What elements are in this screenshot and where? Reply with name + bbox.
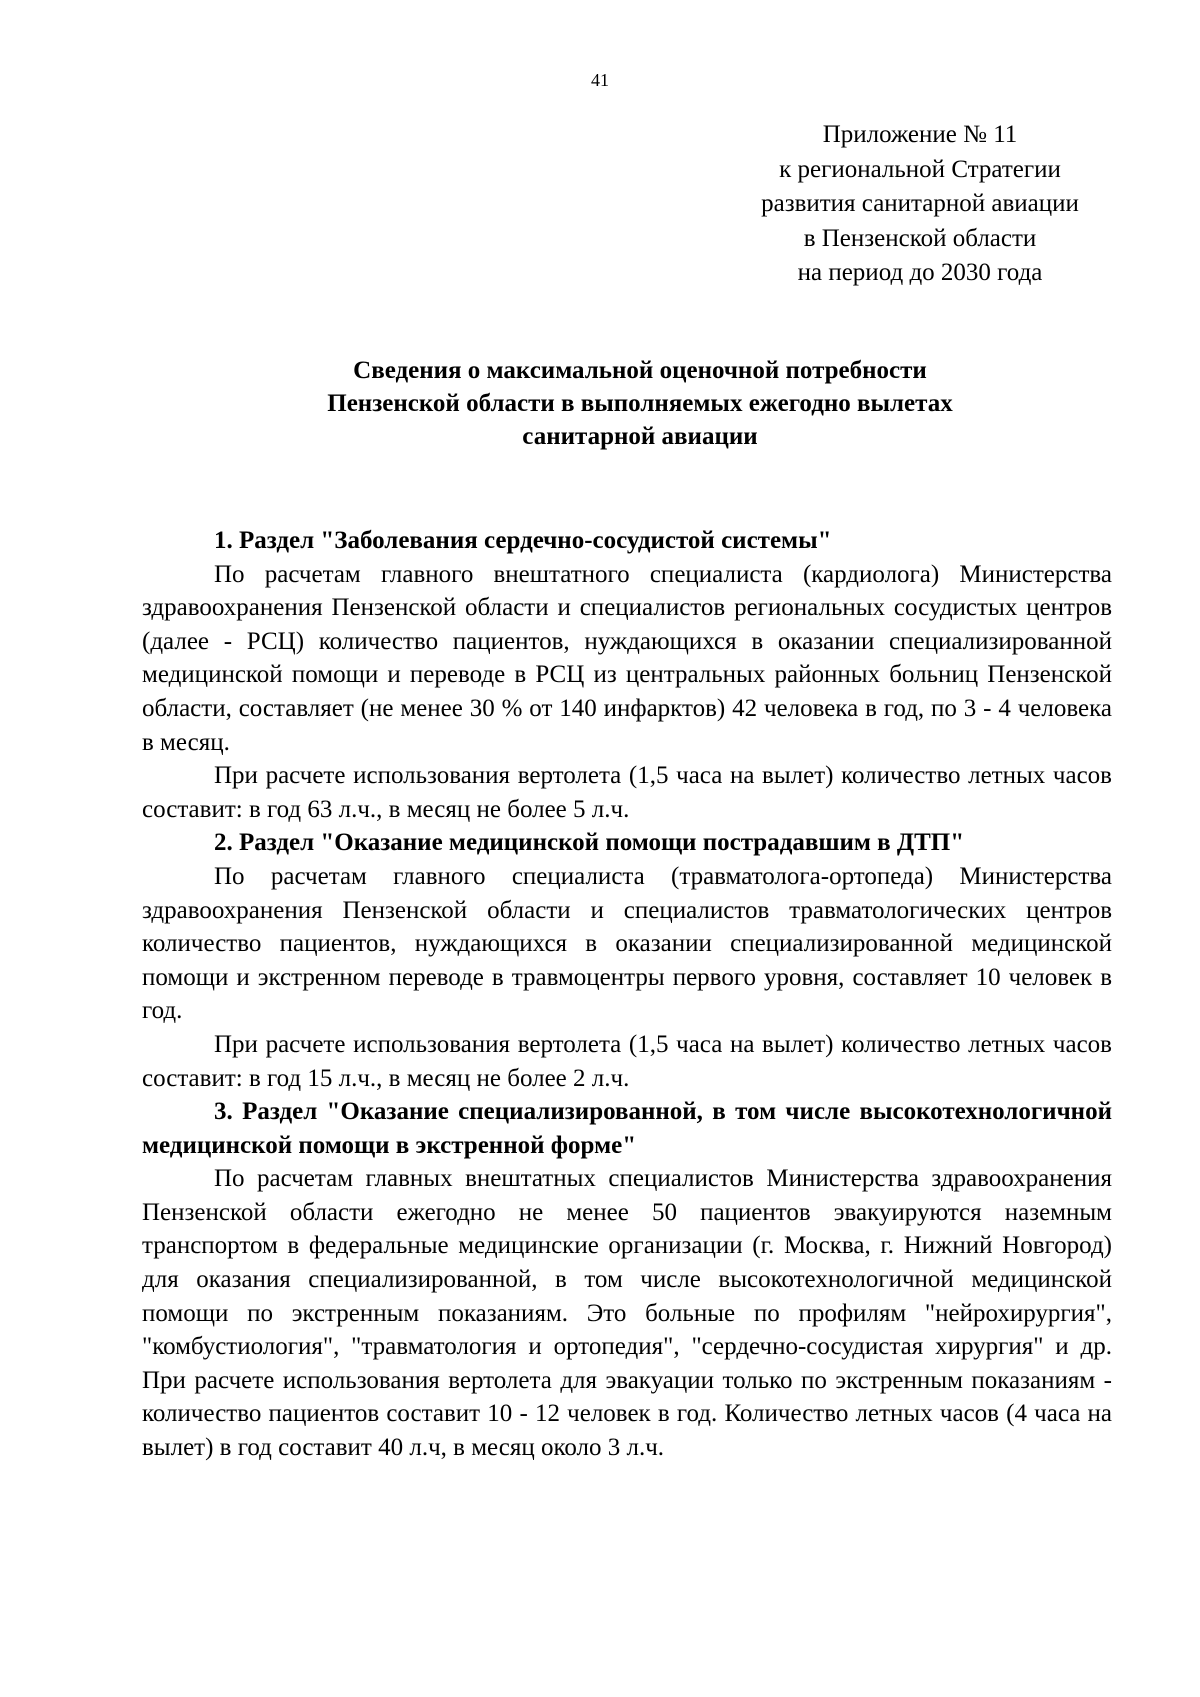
appendix-line: в Пензенской области: [803, 224, 1037, 252]
body-paragraph: При расчете использования вертолета (1,5 часа на вылет) количество летных часов составит: в год 63 л.ч., в месяц не более 5 л.ч.: [142, 762, 1112, 823]
appendix-line: Приложение № 11: [822, 121, 1018, 148]
page-number: 41: [591, 70, 609, 90]
document-body: [142, 524, 1112, 1465]
appendix-line: развития санитарной авиации: [761, 190, 1079, 217]
appendix-line: на период до 2030 года: [797, 259, 1043, 286]
body-paragraph: По расчетам главного внештатного специалиста (кардиолога) Министерства здравоохранения Пензенской области и специалистов региональных сосудистых центров (далее - РСЦ) количество пациентов, нуждающихся в оказании специализированной медицинской помощи и переводе в РСЦ из центральных районных больниц Пензенской области, составляет (не менее 30 % от 140 инфарктов) 42 человека в год, по 3 - 4 человека в месяц.: [142, 560, 1112, 756]
document-title: [140, 354, 1140, 453]
section-heading: 1. Раздел "Заболевания сердечно-сосудистой системы": [214, 527, 832, 554]
appendix-block: [700, 118, 1140, 291]
title-line: санитарной авиации: [522, 423, 758, 450]
body-paragraph: По расчетам главных внештатных специалистов Министерства здравоохранения Пензенской области ежегодно не менее 50 пациентов эвакуируются наземным транспортом в федеральные медицинские организации (г. Москва, г. Нижний Новгород) для оказания специализированной, в том числе высокотехнологичной медицинской помощи по экстренным показаниям. Это больные по профилям "нейрохирургия", "комбустиология", "травматология и ортопедия", "сердечно-сосудистая хирургия" и др. При расчете использования вертолета для эвакуации только по экстренным показаниям - количество пациентов составит 10 - 12 человек в год. Количество летных часов (4 часа на вылет) в год составит 40 л.ч, в месяц около 3 л.ч.: [142, 1165, 1112, 1462]
title-line: Сведения о максимальной оценочной потребности: [353, 357, 927, 384]
appendix-line: к региональной Стратегии: [779, 155, 1061, 183]
title-line: Пензенской области в выполняемых ежегодно вылетах: [327, 390, 953, 417]
section-heading: 3. Раздел "Оказание специализированной, в том числе высокотехнологичной медицинской помощи в экстренной форме": [142, 1098, 1112, 1159]
section-heading: 2. Раздел "Оказание медицинской помощи пострадавшим в ДТП": [214, 829, 965, 857]
body-paragraph: При расчете использования вертолета (1,5 часа на вылет) количество летных часов составит: в год 15 л.ч., в месяц не более 2 л.ч.: [142, 1030, 1112, 1092]
body-paragraph: По расчетам главного специалиста (травматолога-ортопеда) Министерства здравоохранения Пензенской области и специалистов травматологических центров количество пациентов, нуждающихся в оказании специализированной медицинской помощи и экстренном переводе в травмоцентры первого уровня, составляет 10 человек в год.: [142, 862, 1112, 1025]
